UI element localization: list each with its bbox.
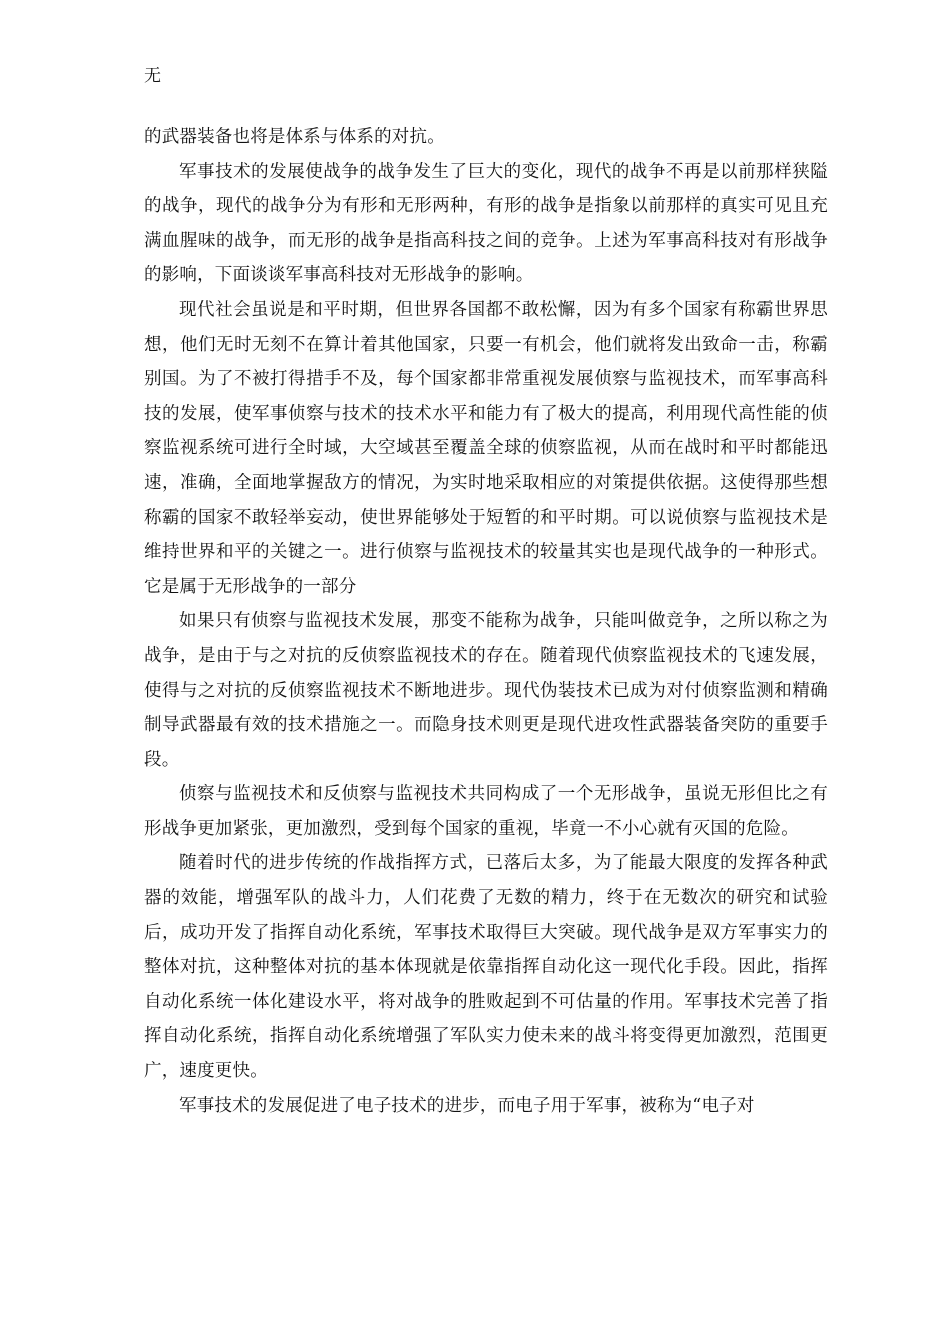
paragraph: 侦察与监视技术和反侦察与监视技术共同构成了一个无形战争，虽说无形但比之有形战争更加紧张，更加激烈，受到每个国家的重视，毕竟一不小心就有灭国的危险。 xyxy=(144,784,828,839)
body-text xyxy=(144,120,828,1123)
paragraph: 军事技术的发展促进了电子技术的进步，而电子用于军事，被称为“电子对 xyxy=(179,1095,755,1116)
paragraph-continued: 的武器装备也将是体系与体系的对抗。 xyxy=(144,127,445,147)
paragraph: 随着时代的进步传统的作战指挥方式，已落后太多，为了能最大限度的发挥各种武器的效能，增强军队的战斗力，人们花费了无数的精力，终于在无数次的研究和试验后，成功开发了指挥自动化系统，军事技术取得巨大突破。现代战争是双方军事实力的整体对抗，这种整体对抗的基本体现就是依靠指挥自动化这一现代化手段。因此，指挥自动化系统一体化建设水平，将对战争的胜败起到不可估量的作用。军事技术完善了指挥自动化系统，指挥自动化系统增强了军队实力使未来的战斗将变得更加激烈，范围更广，速度更快。 xyxy=(144,853,828,1082)
paragraph: 军事技术的发展使战争的战争发生了巨大的变化，现代的战争不再是以前那样狭隘的战争，现代的战争分为有形和无形两种，有形的战争是指象以前那样的真实可见且充满血腥味的战争，而无形的战争是指高科技之间的竞争。上述为军事高科技对有形战争的影响，下面谈谈军事高科技对无形战争的影响。 xyxy=(144,161,828,286)
paragraph: 现代社会虽说是和平时期，但世界各国都不敢松懈，因为有多个国家有称霸世界思想，他们无时无刻不在算计着其他国家，只要一有机会，他们就将发出致命一击，称霸别国。为了不被打得措手不及，每个国家都非常重视发展侦察与监视技术，而军事高科技的发展，使军事侦察与技术的技术水平和能力有了极大的提高，利用现代高性能的侦察监视系统可进行全时域，大空域甚至覆盖全球的侦察监视，从而在战时和平时都能迅速，准确，全面地掌握敌方的情况，为实时地采取相应的对策提供依据。这使得那些想称霸的国家不敢轻举妄动，使世界能够处于短暂的和平时期。可以说侦察与监视技术是维持世界和平的关键之一。进行侦察与监视技术的较量其实也是现代战争的一种形式。它是属于无形战争的一部分 xyxy=(144,299,828,597)
page-header: 无 xyxy=(144,66,161,86)
paragraph: 如果只有侦察与监视技术发展，那变不能称为战争，只能叫做竞争，之所以称之为战争，是由于与之对抗的反侦察监视技术的存在。随着现代侦察监视技术的飞速发展，使得与之对抗的反侦察监视技术不断地进步。现代伪装技术已成为对付侦察监测和精确制导武器最有效的技术措施之一。而隐身技术则更是现代进攻性武器装备突防的重要手段。 xyxy=(144,611,828,770)
